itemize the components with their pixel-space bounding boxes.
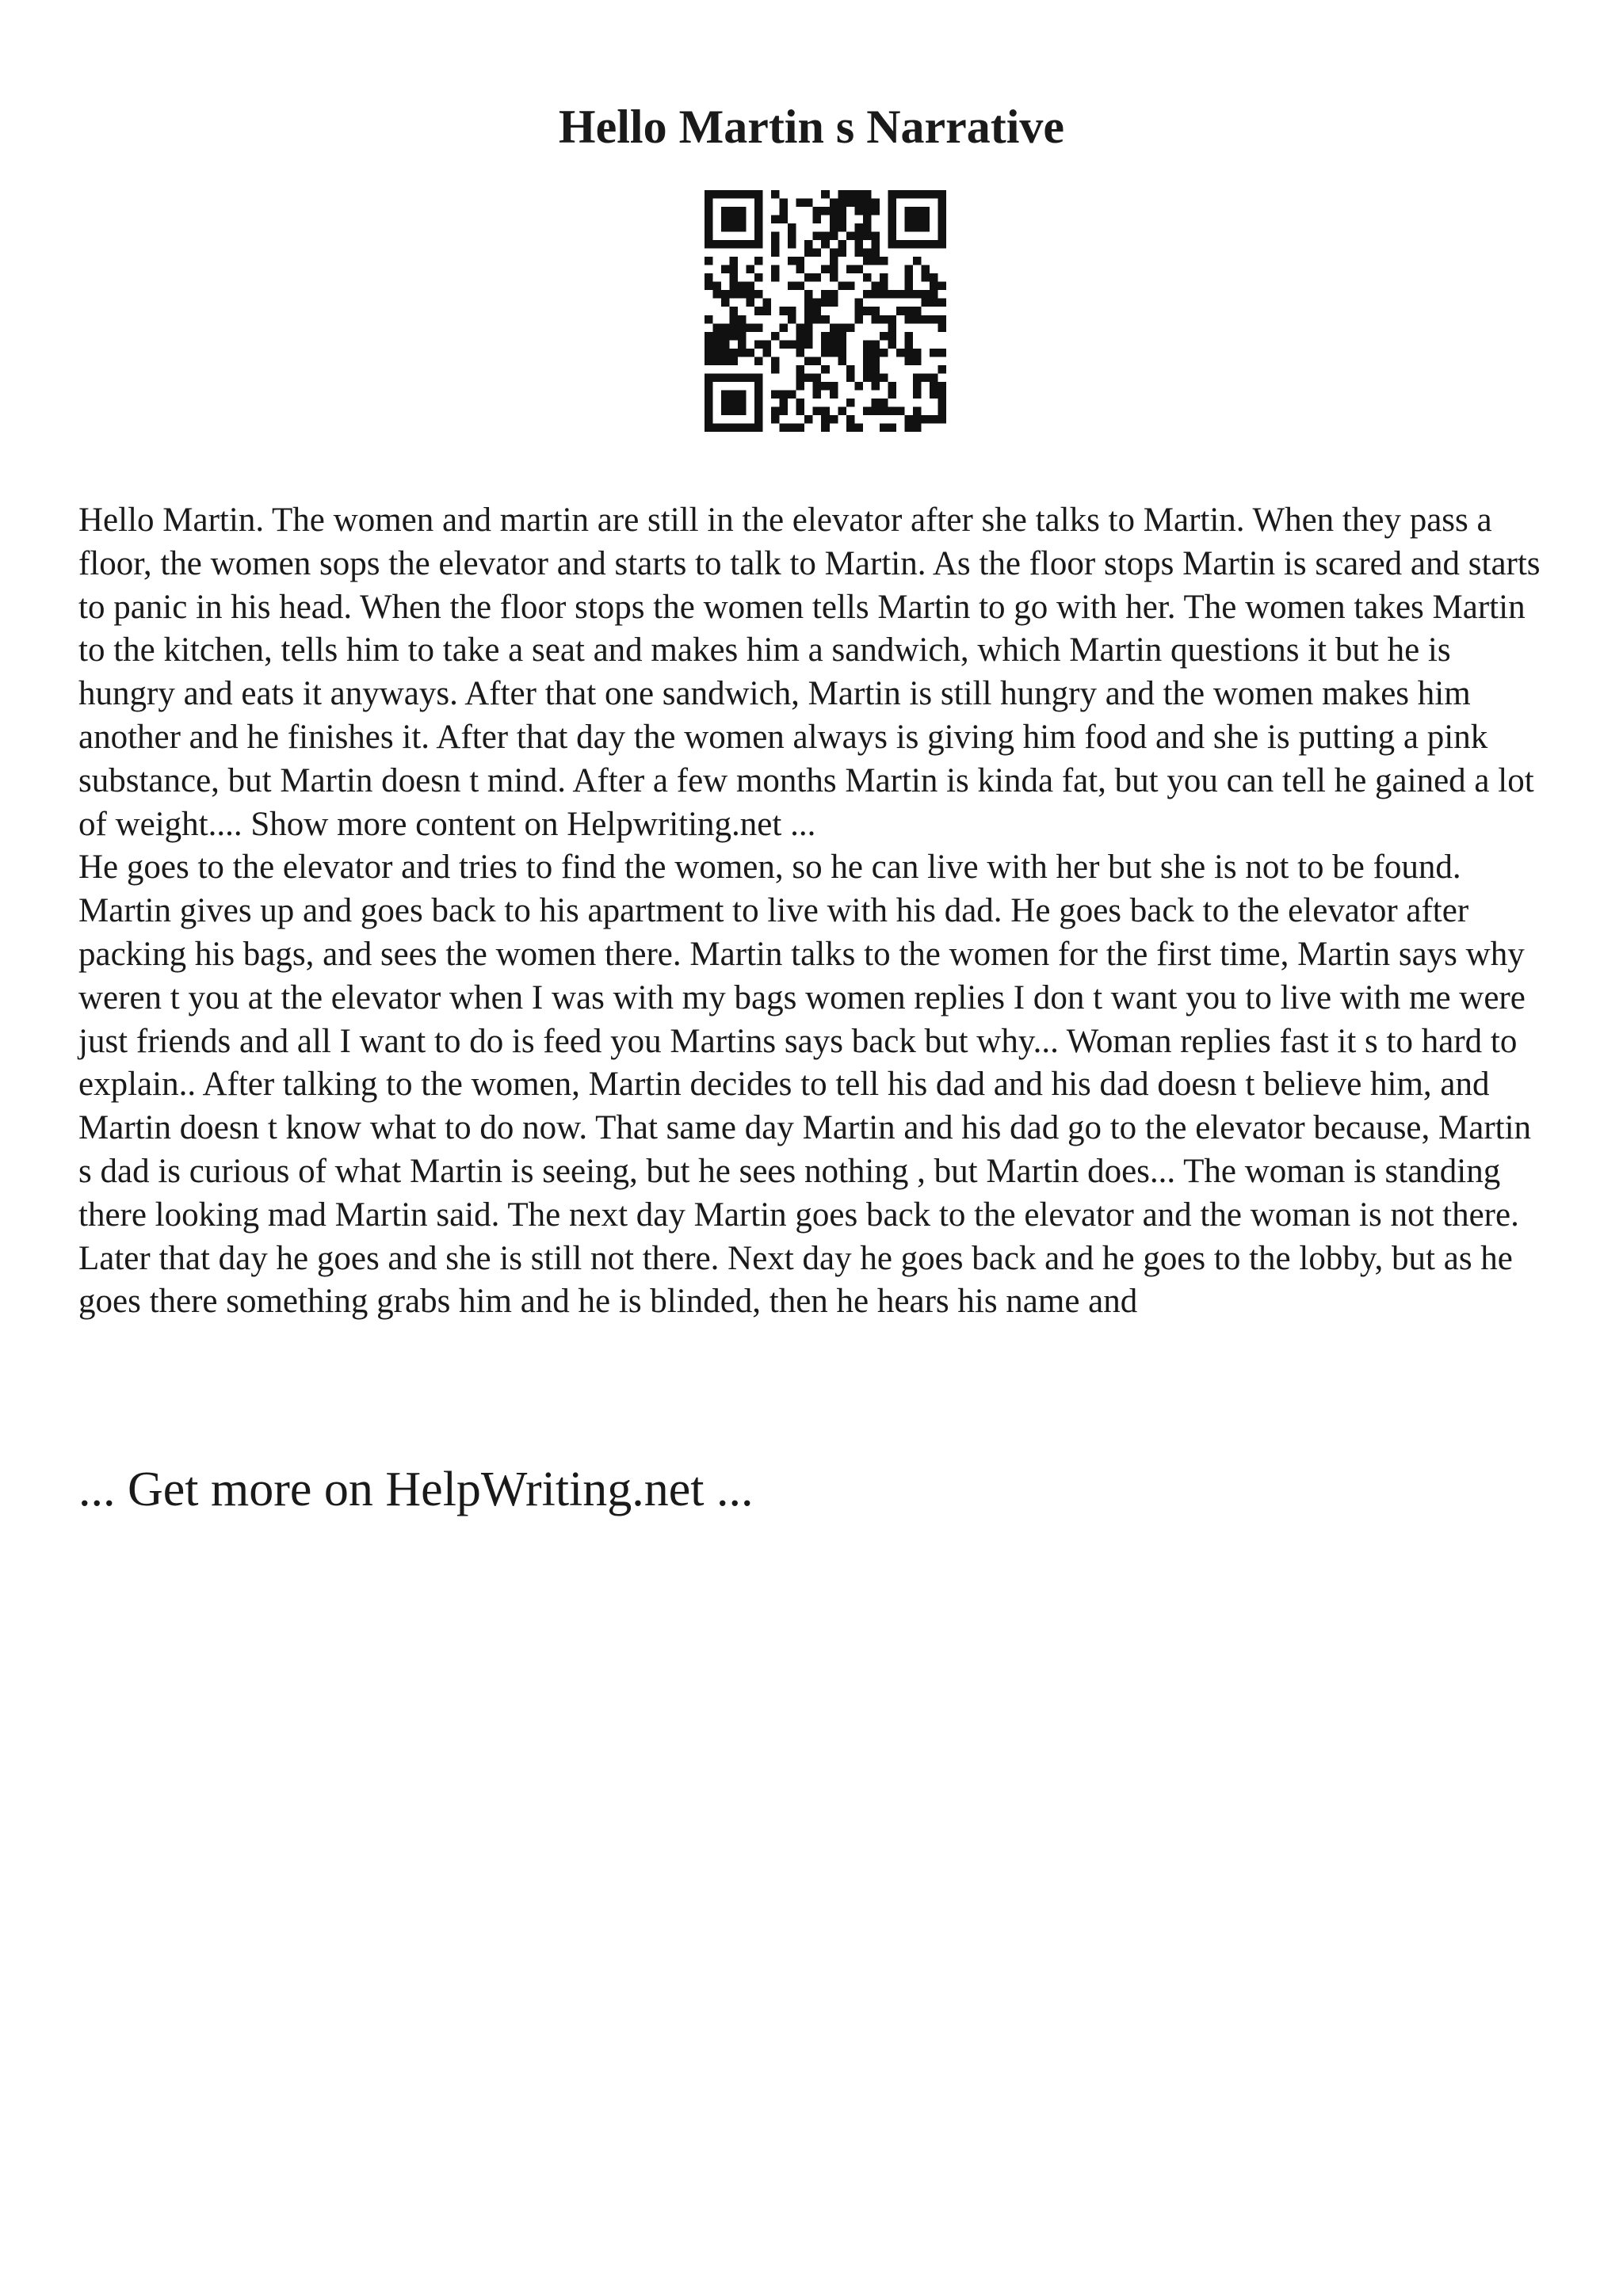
article-body <box>78 499 1552 1324</box>
paragraph-1: Hello Martin. The women and martin are still in the elevator after she talks to Martin. When they pass a floor, the women sops the elevator and starts to talk to Martin. As the floor stops Martin is scared and starts to panic in his head. When the floor stops the women tells Martin to go with her. The women takes Martin to the kitchen, tells him to take a seat and makes him a sandwich, which Martin questions it but he is hungry and eats it anyways. After that one sandwich, Martin is still hungry and the women makes him another and he finishes it. After that day the women always is giving him food and she is putting a pink substance, but Martin doesn t mind. After a few months Martin is kinda fat, but you can tell he gained a lot of weight.... Show more content on Helpwriting.net ... <box>78 502 1541 843</box>
page-title: Hello Martin s Narrative <box>558 101 1065 153</box>
paragraph-2: He goes to the elevator and tries to find the women, so he can live with her but she is not to be found. Martin gives up and goes back to his apartment to live with his dad. He goes back to the elevator after packing his bags, and sees the women there. Martin talks to the women for the first time, Martin says why weren t you at the elevator when I was with my bags women replies I don t want you to live with me were just friends and all I want to do is feed you Martins says back but why... Woman replies fast it s to hard to explain.. After talking to the women, Martin decides to tell his dad and his dad doesn t believe him, and Martin doesn t know what to do now. That same day Martin and his dad go to the elevator because, Martin s dad is curious of what Martin is seeing, but he sees nothing , but Martin does... The woman is standing there looking mad Martin said. The next day Martin goes back to the elevator and the woman is not there. Later that day he goes and she is still not there. Next day he goes back and he goes to the lobby, but as he goes there something grabs him and he is blinded, then he hears his name and <box>78 849 1532 1321</box>
get-more-link[interactable]: ... Get more on HelpWriting.net ... <box>78 1463 754 1516</box>
qr-code-icon <box>705 190 946 432</box>
